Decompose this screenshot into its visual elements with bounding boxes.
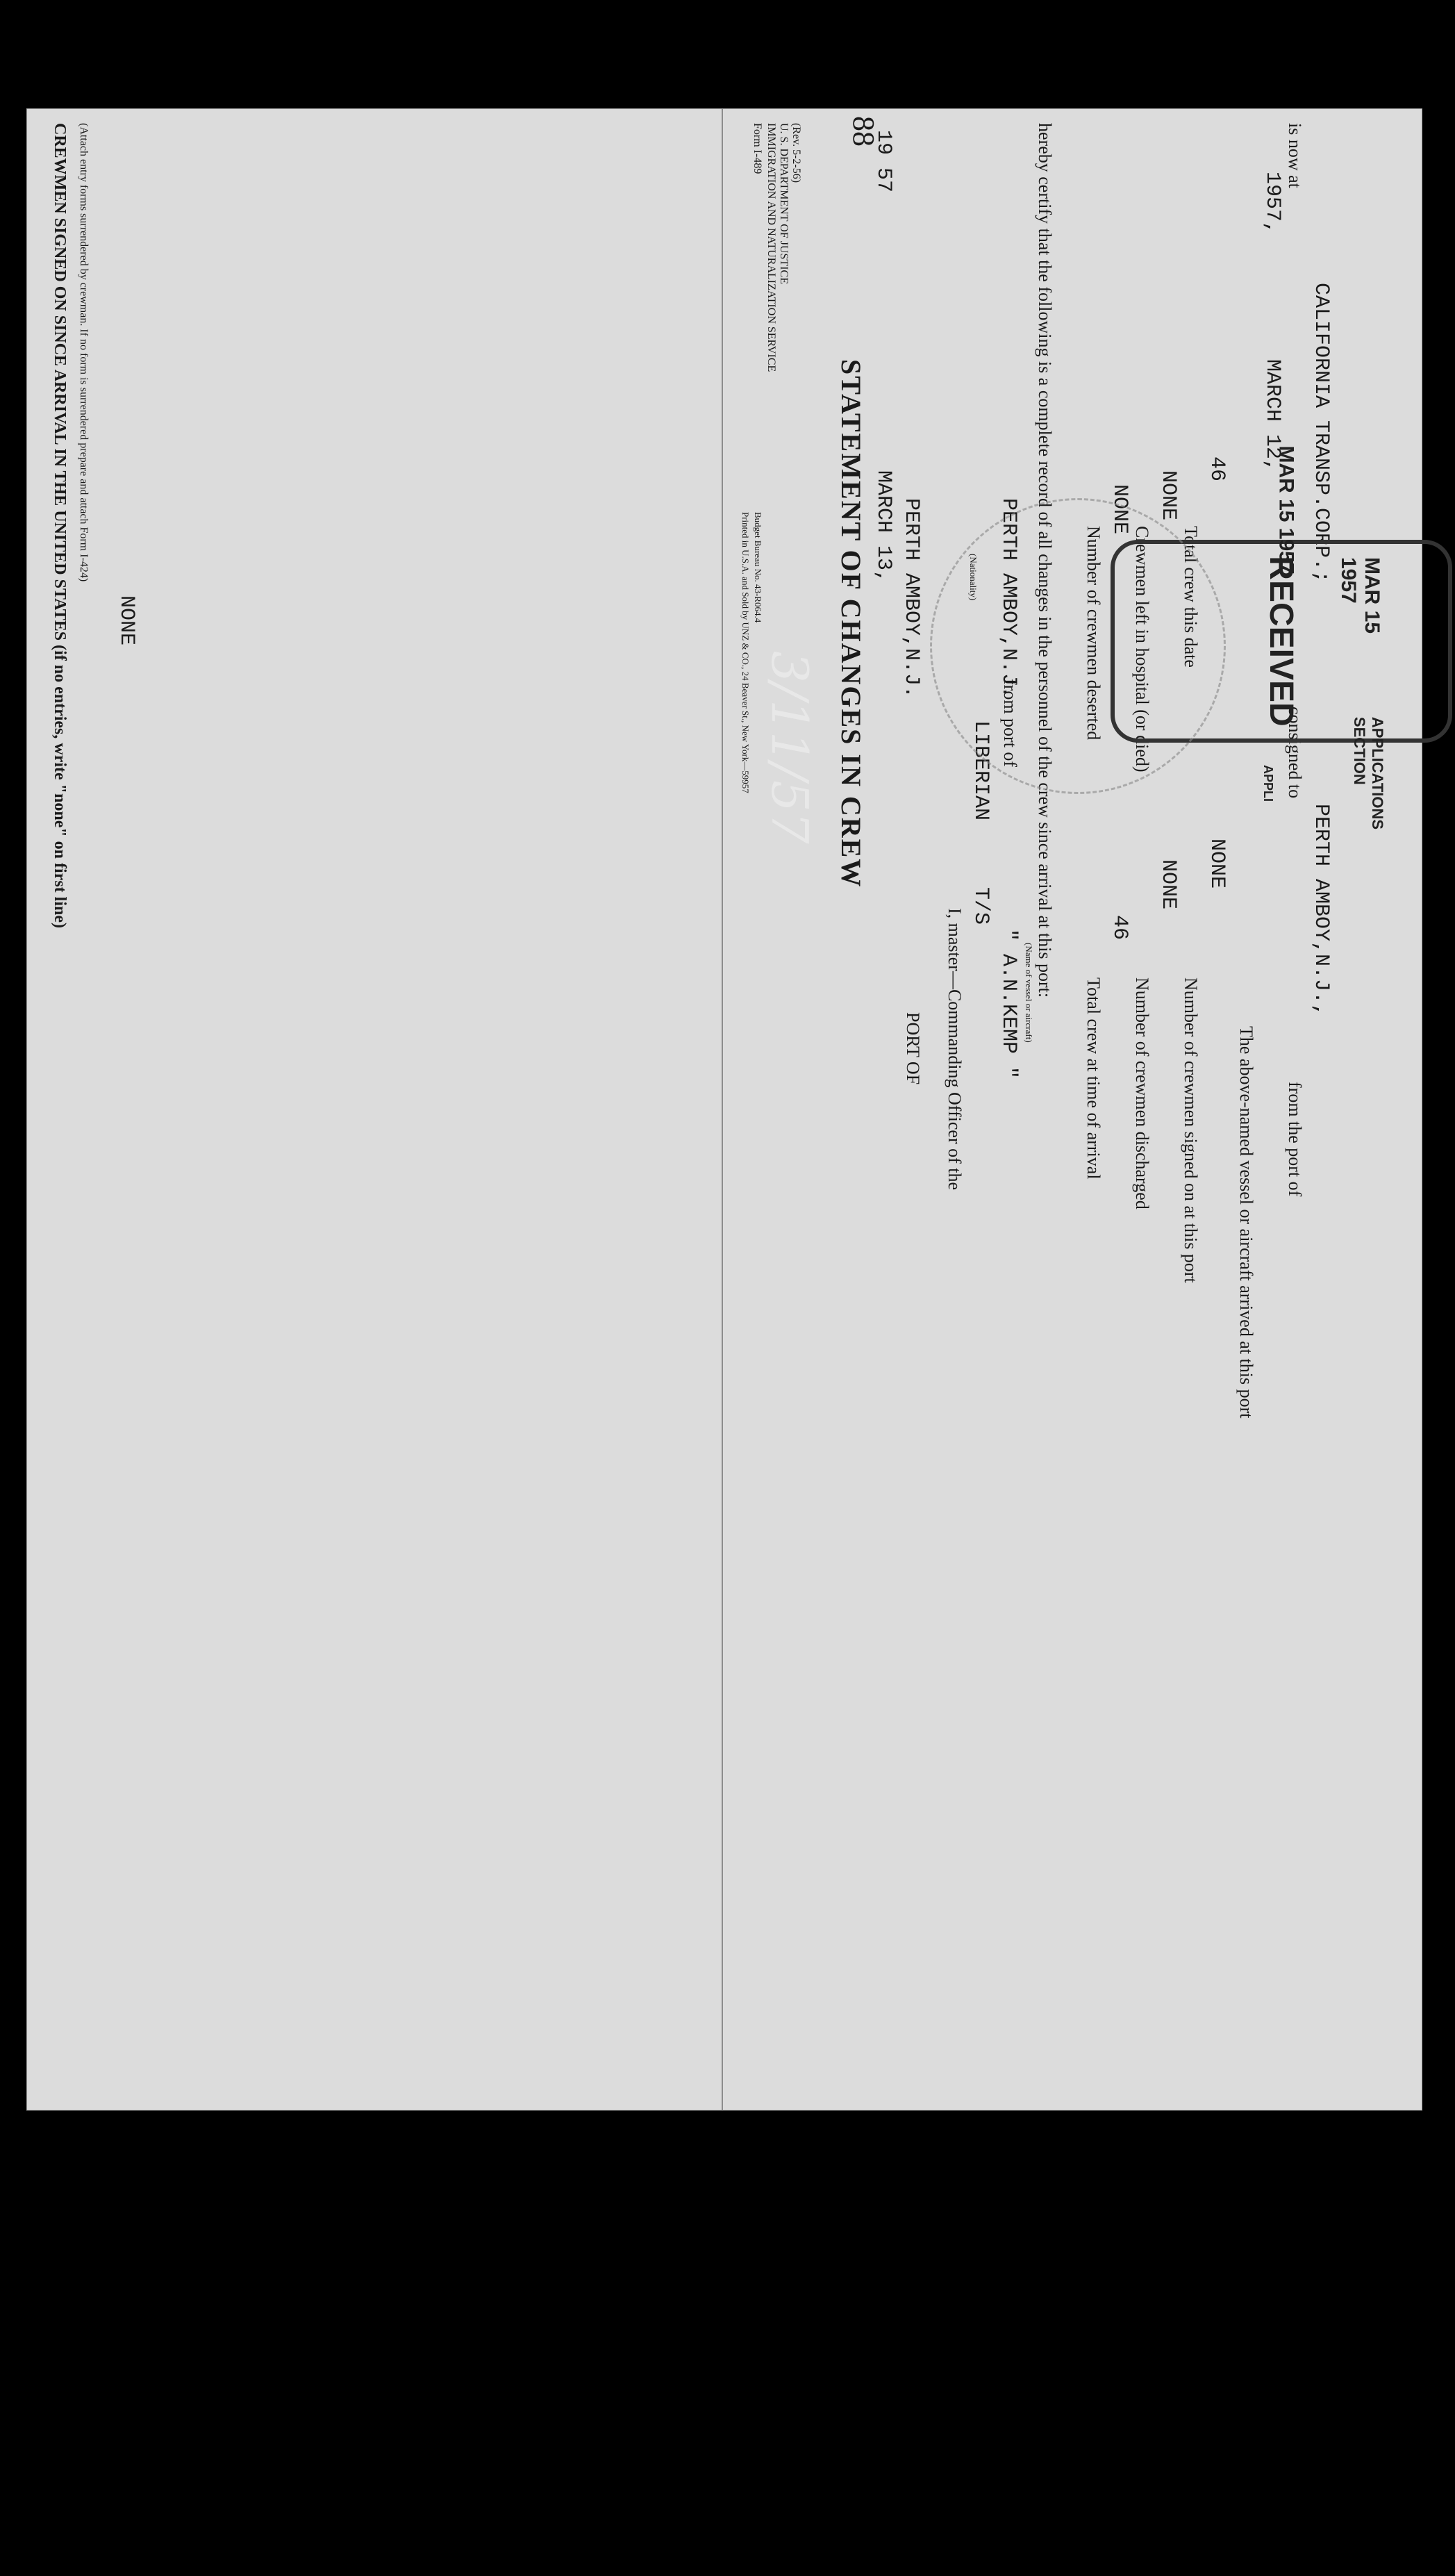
total-now-value: 46 — [1205, 456, 1229, 482]
from-port-value: PERTH AMBOY,N.J. — [997, 498, 1020, 699]
signed-on-title: CREWMEN SIGNED ON SINCE ARRIVAL IN THE UNITED STATES (if no entries, write "none" on first line) — [51, 123, 69, 928]
vessel-label: (Name of vessel or aircraft) — [1024, 943, 1034, 1043]
deserted-label: Number of crewmen deserted — [1083, 526, 1104, 741]
arrived-year: 1957, — [1261, 172, 1284, 235]
handwritten-date: 3/11/57 — [760, 651, 819, 844]
statement-panel — [729, 109, 1381, 2103]
nationality-value: LIBERIAN — [969, 720, 992, 821]
form-printer: Printed in U.S.A. and Sold by UNZ & CO., 24 Beaver St., New York—59957 — [740, 512, 751, 793]
consignee-value: CALIFORNIA TRANSP.CORP.; — [1309, 283, 1333, 584]
stamp-date-1: MAR 15 1957 — [1274, 445, 1298, 575]
form-dept: U. S. DEPARTMENT OF JUSTICE — [778, 123, 790, 284]
hospital-value: NONE — [1156, 470, 1180, 521]
from-port2-value: PERTH AMBOY,N.J., — [1309, 804, 1333, 1017]
date-value: MARCH 13, — [872, 470, 895, 584]
document-sheet — [26, 108, 1422, 2111]
discharged-label: Number of crewmen discharged — [1132, 977, 1152, 1209]
is-now-at-label: is now at — [1285, 123, 1305, 188]
form-agency: IMMIGRATION AND NATURALIZATION SERVICE — [765, 123, 777, 372]
vessel-type: T/S — [969, 887, 992, 925]
nationality-label: (Nationality) — [968, 554, 979, 601]
crewmen-panel — [27, 109, 708, 2103]
stamp-applications: APPLICATIONS SECTION — [1351, 716, 1387, 830]
center-fold — [722, 109, 723, 2110]
vessel-name: " A.N.KEMP " — [997, 929, 1020, 1080]
from-port-label: from port of — [1000, 679, 1020, 768]
arrived-date: MARCH 12, — [1261, 359, 1284, 472]
stamp-appli: APPLI — [1261, 764, 1276, 802]
consigned-label: consigned to — [1285, 707, 1305, 799]
form-rev: (Rev. 5-2-56) — [790, 123, 802, 183]
signed-on-subtitle: (Attach entry forms surrendered by crewman. If no form is surrendered prepare and attach Form I-424) — [78, 123, 90, 582]
form-number: Form I-489 — [751, 123, 763, 174]
discharged-value: NONE — [1156, 859, 1180, 910]
arrived-label: The above-named vessel or aircraft arrived at this port — [1236, 1026, 1256, 1419]
total-now-label: Total crew this date — [1181, 526, 1201, 668]
form-budget: Budget Bureau No. 43-R064.4 — [753, 512, 763, 623]
year-value: 19 57 — [872, 130, 895, 193]
total-crew-arrival: 46 — [1108, 915, 1131, 941]
certify-text: hereby certify that the following is a complete record of all changes in the personnel of the crew since arrival at this port: — [1035, 123, 1055, 998]
deserted-value: NONE — [1108, 484, 1131, 535]
signed-on-entry: NONE — [115, 595, 138, 646]
signed-on-value: NONE — [1205, 839, 1229, 889]
total-crew-arrival-label: Total crew at time of arrival — [1083, 977, 1104, 1180]
round-stamp-outline — [930, 498, 1226, 794]
signed-on-label: Number of crewmen signed on at this port — [1181, 977, 1201, 1283]
page-number: 88 — [847, 116, 881, 147]
master-label: I, master—Commanding Officer of the — [945, 908, 965, 1191]
form-title: STATEMENT OF CHANGES IN CREW — [835, 359, 867, 889]
from-port2-label: from the port of — [1285, 1082, 1305, 1197]
port-label: PORT OF — [903, 1012, 923, 1085]
hospital-label: Crewmen left in hospital (or died) — [1132, 526, 1152, 773]
port-value: PERTH AMBOY,N.J. — [899, 498, 923, 699]
stamp-date-2: MAR 15 1957 — [1337, 557, 1383, 634]
received-stamp-text: RECEIVED — [1263, 556, 1300, 727]
